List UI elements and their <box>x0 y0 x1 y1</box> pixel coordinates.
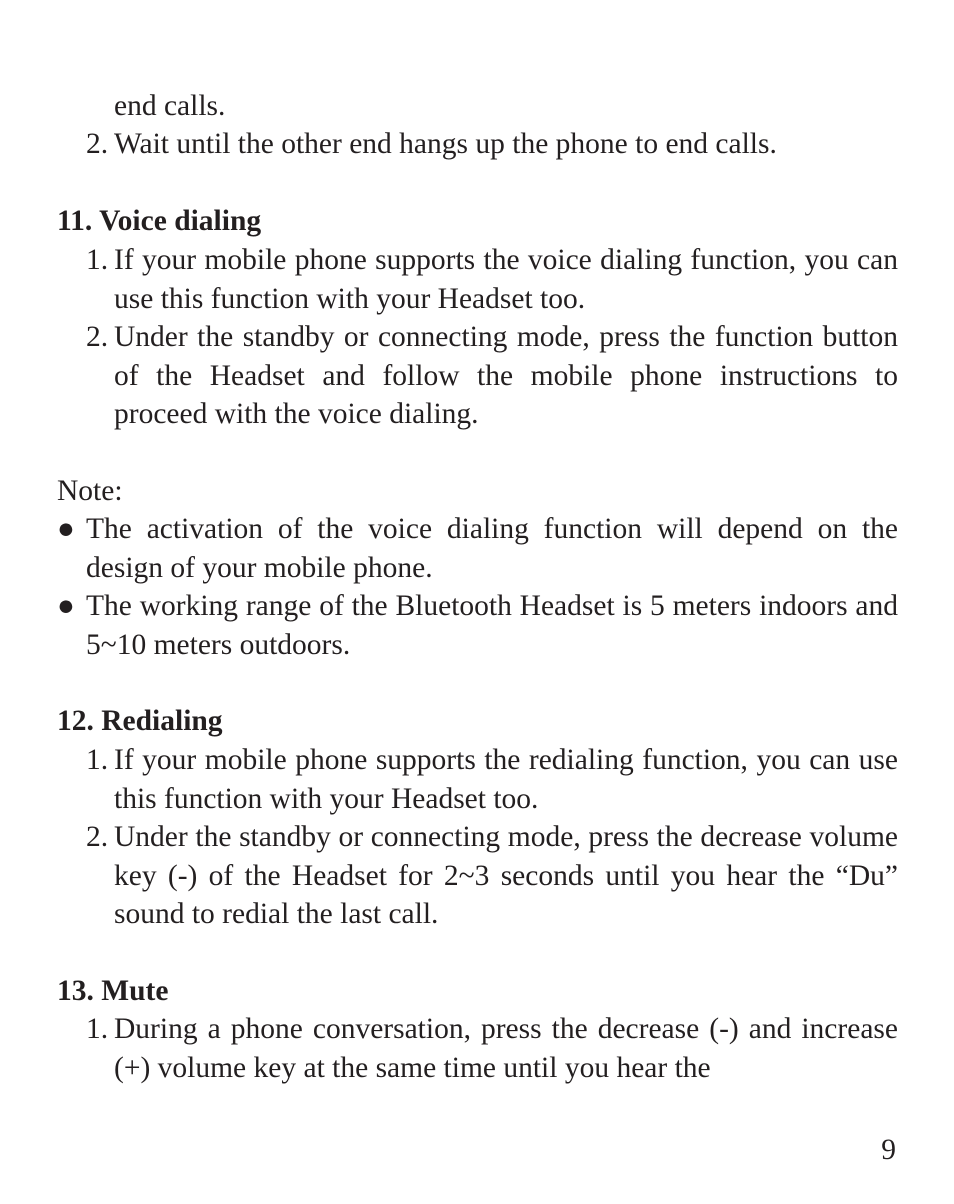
note-label: Note: <box>57 475 123 507</box>
item-number: 2. <box>86 821 109 853</box>
list-item <box>86 318 898 434</box>
page-number: 9 <box>881 1134 896 1166</box>
section-title-mute: 13. Mute <box>57 975 169 1007</box>
item-number: 2. <box>86 128 109 160</box>
section-title-redialing: 12. Redialing <box>57 705 223 737</box>
item-number: 1. <box>86 1013 109 1045</box>
list-item <box>86 1010 898 1087</box>
list-item <box>86 241 898 318</box>
list-item <box>86 125 898 164</box>
item-number: 2. <box>86 321 109 353</box>
note-bullet <box>57 510 898 587</box>
item-number: 1. <box>86 244 109 276</box>
bullet-icon: ● <box>57 513 75 545</box>
list-item <box>86 818 898 934</box>
item-number: 1. <box>86 744 109 776</box>
item-text: Under the standby or connecting mode, press the function button of the Headset and follow the mobile phone instructions to proceed with the voice dialing. <box>114 321 898 430</box>
continued-text: end calls. <box>114 90 226 122</box>
item-text: If your mobile phone supports the redialing function, you can use this function with your Headset too. <box>114 744 898 815</box>
note-text: The activation of the voice dialing function will depend on the design of your mobile phone. <box>86 513 898 584</box>
item-text: Under the standby or connecting mode, press the decrease volume key (-) of the Headset for 2~3 seconds until you hear the “Du” sound to redial the last call. <box>114 821 898 930</box>
bullet-icon: ● <box>57 590 75 622</box>
item-text: During a phone conversation, press the decrease (-) and increase (+) volume key at the same time until you hear the <box>114 1013 898 1084</box>
item-text: Wait until the other end hangs up the phone to end calls. <box>114 128 777 160</box>
item-text: If your mobile phone supports the voice dialing function, you can use this function with your Headset too. <box>114 244 898 315</box>
note-bullet <box>57 587 898 664</box>
section-title-voice-dialing: 11. Voice dialing <box>57 205 262 237</box>
note-text: The working range of the Bluetooth Headset is 5 meters indoors and 5~10 meters outdoors. <box>86 590 898 661</box>
list-item <box>86 741 898 818</box>
